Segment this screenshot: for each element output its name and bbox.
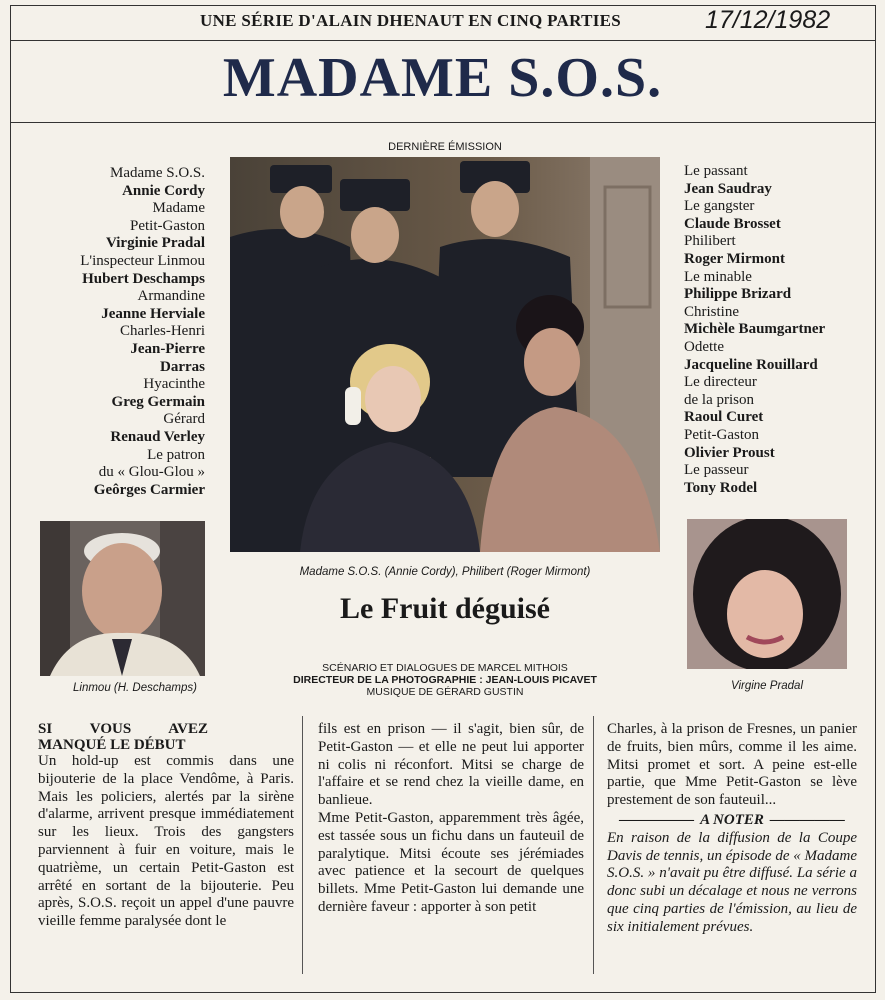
note-heading-text: A NOTER — [700, 811, 764, 828]
cast-role: de la prison — [684, 391, 754, 408]
cast-role: Philibert — [684, 233, 736, 250]
episode-title: Le Fruit déguisé — [340, 592, 550, 625]
cast-role: Le passeur — [684, 462, 749, 479]
column-rule — [593, 716, 594, 974]
main-photo — [230, 157, 660, 552]
cast-role: L'inspecteur Linmou — [80, 252, 205, 269]
cast-actor: Renaud Verley — [110, 428, 205, 445]
portrait-woman-illustration — [687, 519, 847, 669]
emission-label: DERNIÈRE ÉMISSION — [388, 141, 502, 153]
article-subhead: SI VOUS AVEZ MANQUÉ LE DÉBUT — [38, 721, 208, 753]
article-paragraph: Un hold-up est commis dans une bijouterie de la place Vendôme, à Paris. Mais les policiers, alertés par la sirène d'alarme, arrivent presque immédiatement sur les lieux. Trois des gangsters parviennent à fuir en voiture, mais le quatrième, un certain Petit-Gaston est arrêté en sortant de la bijouterie. Peu après, S.O.S. reçoit un appel d'une pauvre vieille femme paralysée dont le — [38, 753, 294, 930]
cast-role: Odette — [684, 338, 724, 355]
cast-role: Le directeur — [684, 374, 757, 391]
divider — [10, 122, 876, 123]
credit-music: MUSIQUE DE GÉRARD GUSTIN — [366, 686, 524, 698]
cast-list-right — [684, 163, 884, 497]
main-photo-caption: Madame S.O.S. (Annie Cordy), Philibert (Roger Mirmont) — [299, 566, 591, 578]
cast-role: Christine — [684, 303, 739, 320]
portrait-linmou — [40, 521, 205, 676]
cast-role: Le passant — [684, 163, 748, 179]
right-photo-caption: Virgine Pradal — [730, 680, 804, 692]
column-rule — [302, 716, 303, 974]
page-title: MADAME S.O.S. — [222, 47, 663, 109]
note-body: En raison de la diffusion de la Coupe Davis de tennis, un épisode de « Madame S.O.S. » n'avait pu être diffusé. La série a donc subi un décalage et nous ne verrons que cinq parties de l'émission, au lieu de six initialement prévues. — [607, 829, 857, 935]
cast-role: Petit-Gaston — [684, 426, 759, 443]
cast-actor: Darras — [160, 358, 205, 375]
cast-role: Gérard — [163, 411, 205, 428]
cast-role: Le gangster — [684, 198, 755, 215]
cast-actor: Tony Rodel — [684, 479, 758, 496]
cast-role: Madame S.O.S. — [110, 165, 205, 181]
cast-actor: Jean Saudray — [684, 180, 772, 197]
cast-role: Madame — [152, 200, 205, 217]
cast-actor: Jean-Pierre — [130, 340, 205, 357]
article-column-1 — [38, 721, 294, 931]
cast-role: Le patron — [147, 446, 205, 463]
cast-role: Le minable — [684, 268, 752, 285]
article-column-2 — [318, 721, 584, 917]
article-paragraph: fils est en prison — il s'agit, bien sûr, de Petit-Gaston — et elle ne peut lui apporter ni colis ni réconfort. Mitsi se charge de l'affaire et se rend chez la vieille dame, en banlieue. — [318, 721, 584, 809]
cast-actor: Jacqueline Rouillard — [684, 356, 818, 373]
cast-role: Hyacinthe — [143, 376, 205, 393]
cast-role: Petit-Gaston — [130, 217, 205, 234]
cast-actor: Raoul Curet — [684, 409, 764, 426]
cast-list-left — [40, 165, 205, 499]
police-scene-illustration — [230, 157, 660, 552]
cast-actor: Olivier Proust — [684, 444, 775, 461]
credit-photography: DIRECTEUR DE LA PHOTOGRAPHIE : JEAN-LOUIS PICAVET — [293, 674, 597, 686]
portrait-man-illustration — [40, 521, 205, 676]
credits — [230, 662, 660, 698]
left-photo-caption: Linmou (H. Deschamps) — [73, 682, 197, 694]
article-paragraph: Charles, à la prison de Fresnes, un panier de fruits, bien mûrs, comme il les aime. Mitsi promet et sort. A peine est-elle partie, que Mme Petit-Gaston se lève prestement de son fauteuil... — [607, 721, 857, 809]
note-heading: ————— A NOTER ————— — [619, 811, 845, 828]
cast-role: Charles-Henri — [120, 323, 205, 340]
divider — [10, 40, 876, 41]
cast-actor: Annie Cordy — [122, 182, 205, 199]
handwritten-date: 17/12/1982 — [705, 6, 831, 34]
cast-role: Armandine — [137, 288, 205, 305]
cast-actor: Greg Germain — [111, 393, 205, 410]
cast-actor: Roger Mirmont — [684, 250, 785, 267]
portrait-pradal — [687, 519, 847, 669]
cast-actor: Philippe Brizard — [684, 286, 792, 303]
cast-actor: Jeanne Herviale — [101, 305, 205, 322]
cast-actor: Geôrges Carmier — [93, 481, 205, 498]
credit-screenplay: SCÉNARIO ET DIALOGUES DE MARCEL MITHOIS — [322, 662, 568, 674]
cast-actor: Hubert Deschamps — [82, 270, 205, 287]
cast-actor: Claude Brosset — [684, 215, 781, 232]
cast-actor: Virginie Pradal — [105, 235, 205, 252]
cast-actor: Michèle Baumgartner — [684, 321, 826, 338]
cast-role: du « Glou-Glou » — [98, 464, 205, 481]
article-column-3 — [607, 721, 857, 937]
article-paragraph: Mme Petit-Gaston, apparemment très âgée, est tassée sous un fichu dans un fauteuil de paralytique. Mitsi écoute ses jérémiades avec patience et la secourt de quelques billets. Mme Petit-Gaston lui demande une dernière faveur : apporter à son petit — [318, 809, 584, 915]
series-kicker: UNE SÉRIE D'ALAIN DHENAUT EN CINQ PARTIES — [200, 11, 622, 30]
